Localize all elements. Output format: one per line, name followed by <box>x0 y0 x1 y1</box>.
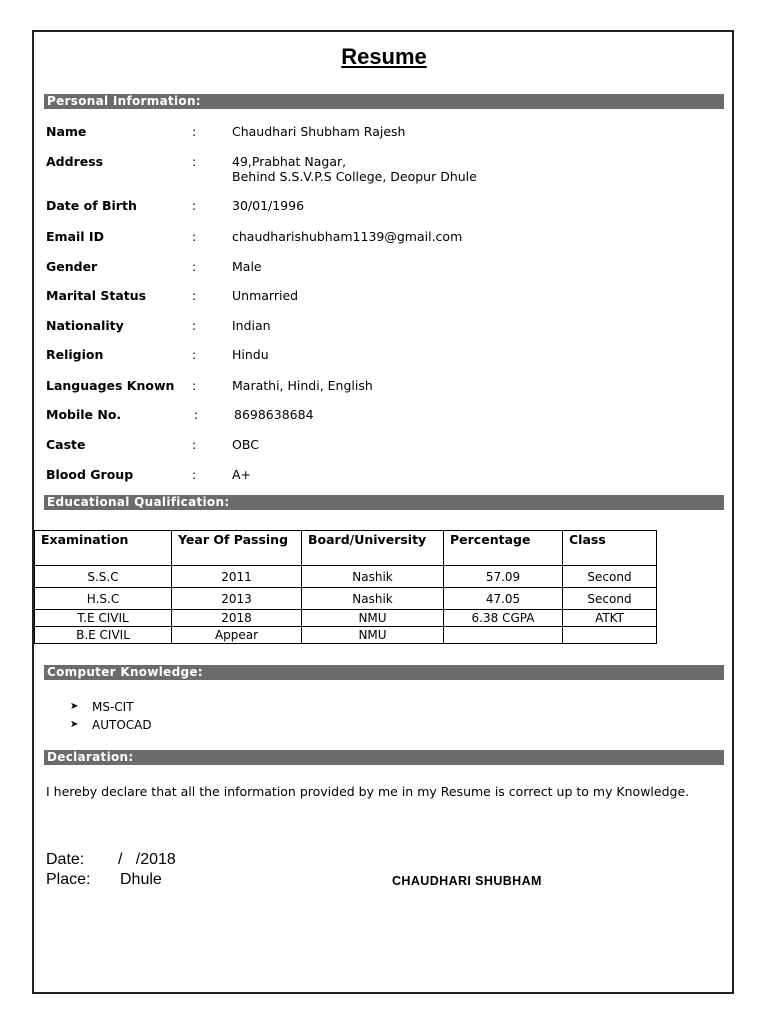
table-cell: Nashik <box>302 588 444 610</box>
info-colon: : <box>192 437 197 452</box>
info-value: Chaudhari Shubham Rajesh <box>232 124 406 139</box>
info-colon: : <box>192 347 197 362</box>
info-label: Languages Known <box>46 378 175 393</box>
info-label: Nationality <box>46 318 124 333</box>
table-cell: Second <box>563 566 657 588</box>
section-header-declaration: Declaration: <box>44 750 724 765</box>
info-label: Email ID <box>46 229 104 244</box>
table-row <box>35 588 657 610</box>
info-value: Indian <box>232 318 271 333</box>
date-label: Date: <box>46 851 85 868</box>
info-colon: : <box>192 259 197 274</box>
column-header: Class <box>563 531 657 566</box>
table-cell: ATKT <box>563 610 657 627</box>
table-cell: H.S.C <box>35 588 172 610</box>
table-cell: 57.09 <box>444 566 563 588</box>
signature-name: CHAUDHARI SHUBHAM <box>392 874 542 888</box>
info-value: 30/01/1996 <box>232 198 305 213</box>
info-value: 49,Prabhat Nagar, Behind S.S.V.P.S College, Deopur Dhule <box>232 154 477 184</box>
info-colon: : <box>194 407 199 422</box>
info-label: Religion <box>46 347 104 362</box>
table-cell: 6.38 CGPA <box>444 610 563 627</box>
table-cell: NMU <box>302 627 444 644</box>
column-header: Percentage <box>444 531 563 566</box>
table-cell: S.S.C <box>35 566 172 588</box>
info-colon: : <box>192 378 197 393</box>
table-header-row <box>35 531 657 566</box>
info-value: Hindu <box>232 347 269 362</box>
info-label: Name <box>46 124 87 139</box>
place-label: Place: <box>46 871 91 888</box>
date-value: / /2018 <box>118 851 176 868</box>
table-row <box>35 627 657 644</box>
table-cell: 47.05 <box>444 588 563 610</box>
info-colon: : <box>192 154 197 169</box>
education-table <box>34 530 657 644</box>
section-header-computer-knowledge: Computer Knowledge: <box>44 665 724 680</box>
table-row <box>35 610 657 627</box>
table-cell: 2013 <box>172 588 302 610</box>
info-colon: : <box>192 288 197 303</box>
list-item-label: MS-CIT <box>92 700 134 714</box>
list-item <box>70 716 152 734</box>
table-cell: Second <box>563 588 657 610</box>
info-label: Blood Group <box>46 467 134 482</box>
column-header: Board/University <box>302 531 444 566</box>
table-cell <box>444 627 563 644</box>
place-value: Dhule <box>120 871 162 888</box>
info-label: Marital Status <box>46 288 147 303</box>
table-cell: NMU <box>302 610 444 627</box>
computer-knowledge-list <box>70 698 152 734</box>
info-label: Gender <box>46 259 98 274</box>
section-header-education: Educational Qualification: <box>44 495 724 510</box>
table-row <box>35 566 657 588</box>
info-value: Male <box>232 259 262 274</box>
table-cell: 2018 <box>172 610 302 627</box>
info-colon: : <box>192 124 197 139</box>
info-value: 8698638684 <box>234 407 314 422</box>
section-header-personal: Personal Information: <box>44 94 724 109</box>
info-value: OBC <box>232 437 259 452</box>
info-value: Marathi, Hindi, English <box>232 378 373 393</box>
info-label: Date of Birth <box>46 198 137 213</box>
info-label: Mobile No. <box>46 407 122 422</box>
list-item <box>70 698 152 716</box>
table-cell: Appear <box>172 627 302 644</box>
info-label: Caste <box>46 437 86 452</box>
declaration-text: I hereby declare that all the information provided by me in my Resume is correct up to my Knowledge. <box>46 784 690 799</box>
column-header: Examination <box>35 531 172 566</box>
list-item-label: AUTOCAD <box>92 718 152 732</box>
table-cell: T.E CIVIL <box>35 610 172 627</box>
arrowhead-bullet-icon: ➤ <box>70 719 79 730</box>
arrowhead-bullet-icon: ➤ <box>70 701 79 712</box>
table-cell: Nashik <box>302 566 444 588</box>
page-title: Resume <box>341 44 427 69</box>
info-colon: : <box>192 229 197 244</box>
table-cell: B.E CIVIL <box>35 627 172 644</box>
info-colon: : <box>192 467 197 482</box>
info-colon: : <box>192 318 197 333</box>
column-header: Year Of Passing <box>172 531 302 566</box>
table-cell <box>563 627 657 644</box>
info-value: chaudharishubham1139@gmail.com <box>232 229 463 244</box>
info-label: Address <box>46 154 104 169</box>
info-value: A+ <box>232 467 252 482</box>
info-colon: : <box>192 198 197 213</box>
table-cell: 2011 <box>172 566 302 588</box>
info-value: Unmarried <box>232 288 299 303</box>
